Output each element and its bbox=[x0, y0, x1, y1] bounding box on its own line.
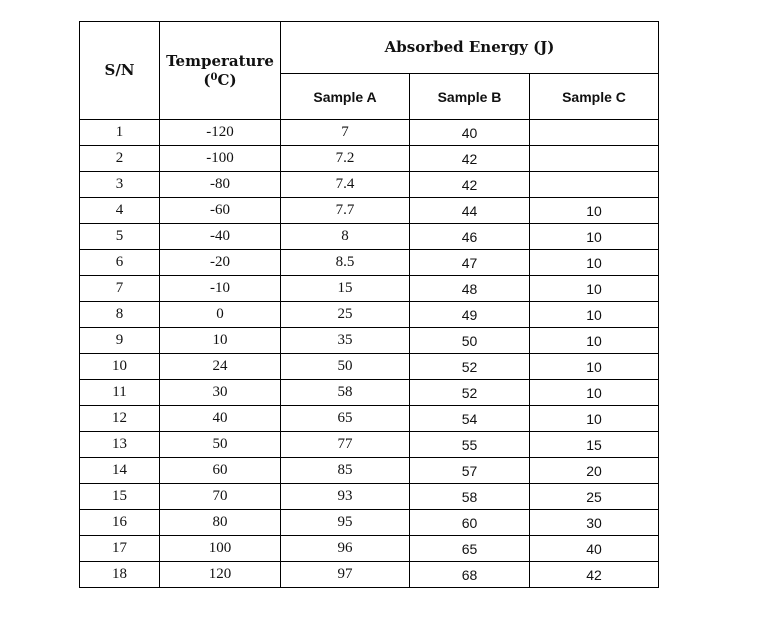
sample-b-cell: 54 bbox=[410, 406, 530, 432]
sample-a-cell: 95 bbox=[281, 510, 410, 536]
sample-c-cell bbox=[530, 146, 659, 172]
temperature-cell: -20 bbox=[160, 250, 281, 276]
sample-b-cell: 50 bbox=[410, 328, 530, 354]
sn-cell: 10 bbox=[80, 354, 160, 380]
sn-cell: 7 bbox=[80, 276, 160, 302]
sample-a-cell: 7.7 bbox=[281, 198, 410, 224]
sample-c-cell: 15 bbox=[530, 432, 659, 458]
table-row bbox=[80, 562, 659, 588]
temperature-cell: 10 bbox=[160, 328, 281, 354]
sample-c-cell: 10 bbox=[530, 276, 659, 302]
sample-a-header: Sample A bbox=[281, 74, 410, 120]
temperature-cell: -100 bbox=[160, 146, 281, 172]
sample-b-cell: 42 bbox=[410, 172, 530, 198]
table-row bbox=[80, 458, 659, 484]
sn-cell: 17 bbox=[80, 536, 160, 562]
sn-cell: 8 bbox=[80, 302, 160, 328]
temperature-cell: -40 bbox=[160, 224, 281, 250]
sample-b-cell: 65 bbox=[410, 536, 530, 562]
sample-c-cell: 10 bbox=[530, 302, 659, 328]
table-row bbox=[80, 276, 659, 302]
sample-a-cell: 7.4 bbox=[281, 172, 410, 198]
sn-cell: 1 bbox=[80, 120, 160, 146]
table-row bbox=[80, 328, 659, 354]
sample-c-cell: 10 bbox=[530, 198, 659, 224]
temperature-cell: -120 bbox=[160, 120, 281, 146]
sn-cell: 11 bbox=[80, 380, 160, 406]
sample-c-cell: 10 bbox=[530, 328, 659, 354]
sample-b-cell: 60 bbox=[410, 510, 530, 536]
table-row bbox=[80, 224, 659, 250]
sample-b-cell: 58 bbox=[410, 484, 530, 510]
temperature-header-label: Temperature bbox=[166, 51, 274, 70]
sample-b-cell: 68 bbox=[410, 562, 530, 588]
sn-cell: 18 bbox=[80, 562, 160, 588]
sn-cell: 14 bbox=[80, 458, 160, 484]
table-row bbox=[80, 198, 659, 224]
table-row bbox=[80, 406, 659, 432]
absorbed-energy-header bbox=[281, 22, 659, 74]
temperature-unit: C bbox=[217, 70, 230, 89]
sn-cell: 5 bbox=[80, 224, 160, 250]
absorbed-energy-header-label: Absorbed Energy (J) bbox=[384, 38, 555, 56]
sample-c-cell: 40 bbox=[530, 536, 659, 562]
temperature-cell: 100 bbox=[160, 536, 281, 562]
temperature-header: Temperature ($^0$C) bbox=[160, 22, 281, 120]
sn-cell: 13 bbox=[80, 432, 160, 458]
temperature-cell: 80 bbox=[160, 510, 281, 536]
table-row bbox=[80, 354, 659, 380]
sample-c-cell: 42 bbox=[530, 562, 659, 588]
temperature-cell: -80 bbox=[160, 172, 281, 198]
absorbed-energy-table bbox=[79, 21, 659, 588]
sample-a-cell: 65 bbox=[281, 406, 410, 432]
temperature-cell: 120 bbox=[160, 562, 281, 588]
sample-a-cell: 8.5 bbox=[281, 250, 410, 276]
temperature-cell: 50 bbox=[160, 432, 281, 458]
sn-cell: 4 bbox=[80, 198, 160, 224]
sample-b-cell: 55 bbox=[410, 432, 530, 458]
sample-a-cell: 93 bbox=[281, 484, 410, 510]
temperature-cell: 0 bbox=[160, 302, 281, 328]
sample-c-cell: 25 bbox=[530, 484, 659, 510]
sample-b-cell: 40 bbox=[410, 120, 530, 146]
sample-a-cell: 97 bbox=[281, 562, 410, 588]
sample-b-cell: 42 bbox=[410, 146, 530, 172]
temperature-cell: 60 bbox=[160, 458, 281, 484]
temperature-cell: 24 bbox=[160, 354, 281, 380]
table-row bbox=[80, 250, 659, 276]
sample-a-cell: 8 bbox=[281, 224, 410, 250]
sn-header-label: S/N bbox=[104, 61, 135, 79]
sample-b-cell: 49 bbox=[410, 302, 530, 328]
sample-a-cell: 35 bbox=[281, 328, 410, 354]
sample-a-cell: 50 bbox=[281, 354, 410, 380]
sn-cell: 9 bbox=[80, 328, 160, 354]
sn-cell: 12 bbox=[80, 406, 160, 432]
table-row bbox=[80, 120, 659, 146]
table-row bbox=[80, 484, 659, 510]
sample-c-cell: 10 bbox=[530, 250, 659, 276]
temperature-cell: -60 bbox=[160, 198, 281, 224]
sample-a-cell: 85 bbox=[281, 458, 410, 484]
sn-cell: 16 bbox=[80, 510, 160, 536]
table-row bbox=[80, 536, 659, 562]
sample-c-cell: 10 bbox=[530, 354, 659, 380]
sample-b-header: Sample B bbox=[410, 74, 530, 120]
sample-c-cell: 10 bbox=[530, 380, 659, 406]
header-row-top bbox=[80, 22, 659, 74]
table-body bbox=[80, 120, 659, 588]
sample-c-cell bbox=[530, 172, 659, 198]
sample-b-cell: 47 bbox=[410, 250, 530, 276]
temperature-cell: 30 bbox=[160, 380, 281, 406]
table-row bbox=[80, 146, 659, 172]
sample-a-cell: 96 bbox=[281, 536, 410, 562]
sample-a-cell: 7 bbox=[281, 120, 410, 146]
sample-c-cell bbox=[530, 120, 659, 146]
sample-c-cell: 10 bbox=[530, 406, 659, 432]
temperature-cell: 40 bbox=[160, 406, 281, 432]
sn-cell: 15 bbox=[80, 484, 160, 510]
table-row bbox=[80, 172, 659, 198]
sample-a-cell: 25 bbox=[281, 302, 410, 328]
sample-a-cell: 58 bbox=[281, 380, 410, 406]
sample-b-cell: 48 bbox=[410, 276, 530, 302]
sample-a-cell: 15 bbox=[281, 276, 410, 302]
sn-cell: 3 bbox=[80, 172, 160, 198]
sample-a-cell: 77 bbox=[281, 432, 410, 458]
sample-b-cell: 44 bbox=[410, 198, 530, 224]
sample-b-cell: 52 bbox=[410, 380, 530, 406]
table-row bbox=[80, 380, 659, 406]
sample-c-cell: 20 bbox=[530, 458, 659, 484]
sample-b-cell: 57 bbox=[410, 458, 530, 484]
sn-cell: 2 bbox=[80, 146, 160, 172]
temperature-cell: -10 bbox=[160, 276, 281, 302]
table-row bbox=[80, 510, 659, 536]
sample-c-header: Sample C bbox=[530, 74, 659, 120]
temperature-unit-degree: 0 bbox=[210, 71, 218, 83]
sample-c-cell: 30 bbox=[530, 510, 659, 536]
sn-cell: 6 bbox=[80, 250, 160, 276]
sn-header bbox=[80, 22, 160, 120]
sample-b-cell: 52 bbox=[410, 354, 530, 380]
table-row bbox=[80, 432, 659, 458]
sample-b-cell: 46 bbox=[410, 224, 530, 250]
temperature-cell: 70 bbox=[160, 484, 281, 510]
sample-a-cell: 7.2 bbox=[281, 146, 410, 172]
sample-c-cell: 10 bbox=[530, 224, 659, 250]
table-row bbox=[80, 302, 659, 328]
